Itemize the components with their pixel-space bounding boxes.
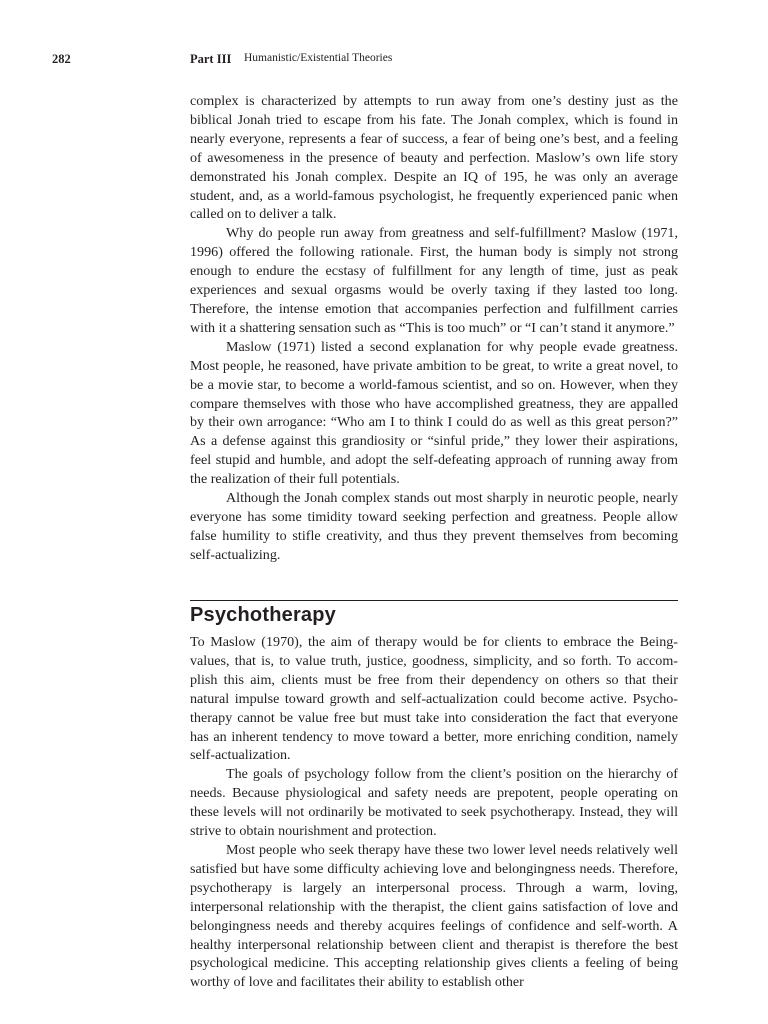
paragraph: Maslow (1971) listed a second explanation for why people evade greatness. Most people, he reasoned, have private ambition to be great, to write a great novel, to be a movie star, to become a world-famous scientist, and so on. However, when they compare themselves with those who have accomplished greatness, they are appalled by their own arrogance: “Who am I to think I could do as well as this great person?” As a defense against this grandiosity or “sinful pride,” they lower their aspirations, feel stupid and humble, and adopt the self-defeating approach of running away from the realization of their full potentials. <box>190 338 678 488</box>
paragraph: Most people who seek therapy have these two lower level needs relatively well satisfied but have some difficulty achieving love and belongingness needs. Therefore, psychotherapy is largely an interpersonal process. Through a warm, loving, interpersonal relationship with the therapist, the client gains satisfaction of love and belongingness needs and thereby acquires feelings of confidence and self-worth. A healthy interpersonal relationship between client and therapist is therefore the best psychological medicine. This accepting relationship gives clients a feeling of being worthy of love and facilitates their ability to establish other <box>190 841 678 991</box>
paragraph: complex is characterized by attempts to run away from one’s destiny just as the biblical Jonah tried to escape from his fate. The Jonah complex, which is found in nearly everyone, represents a fear of success, a fear of being one’s best, and a feeling of awesomeness in the presence of beauty and perfection. Maslow’s own life story demonstrated his Jonah complex. Despite an IQ of 195, he was only an average student, and, as a world-famous psychologist, he frequently experienced panic when called on to deliver a talk. <box>190 93 678 223</box>
body-text-section <box>190 633 678 992</box>
part-label: Part III <box>190 52 232 66</box>
paragraph: Why do people run away from greatness and self-fulfillment? Maslow (1971, 1996) offered the following rationale. First, the human body is simply not strong enough to endure the ecstasy of fulfillment for any length of time, just as peak experiences and sexual orgasms would be overly taxing if they lasted too long. Therefore, the intense emotion that accompanies perfection and fulfillment carries with it a shattering sensation such as “This is too much” or “I can’t stand it anymore.” <box>190 225 678 336</box>
running-head <box>0 52 768 70</box>
paragraph: To Maslow (1970), the aim of therapy would be for clients to embrace the Being-values, that is, to value truth, justice, goodness, simplicity, and so forth. To accomplish this aim, clients must be free from their dependency on others so that their natural impulse toward growth and self-actualization could become active. Psychotherapy cannot be value free but must take into consideration the fact that everyone has an inherent tendency to move toward a better, more enriching condition, namely self-actualization. <box>190 634 678 764</box>
section-divider <box>190 600 678 601</box>
page-number: 282 <box>52 52 71 66</box>
section-heading: Psychotherapy <box>190 604 336 626</box>
part-title: Humanistic/Existential Theories <box>244 52 393 64</box>
paragraph: The goals of psychology follow from the client’s position on the hierarchy of needs. Because physiological and safety needs are prepotent, people operating on these levels will not ordinarily be motivated to seek psychotherapy. Instead, they will strive to obtain nourishment and protection. <box>190 766 678 840</box>
body-text-top <box>190 92 678 565</box>
paragraph: Although the Jonah complex stands out most sharply in neurotic people, nearly everyone has some timidity toward seeking perfection and greatness. People allow false humility to stifle creativity, and thus they prevent themselves from becoming self-actualizing. <box>190 490 678 563</box>
